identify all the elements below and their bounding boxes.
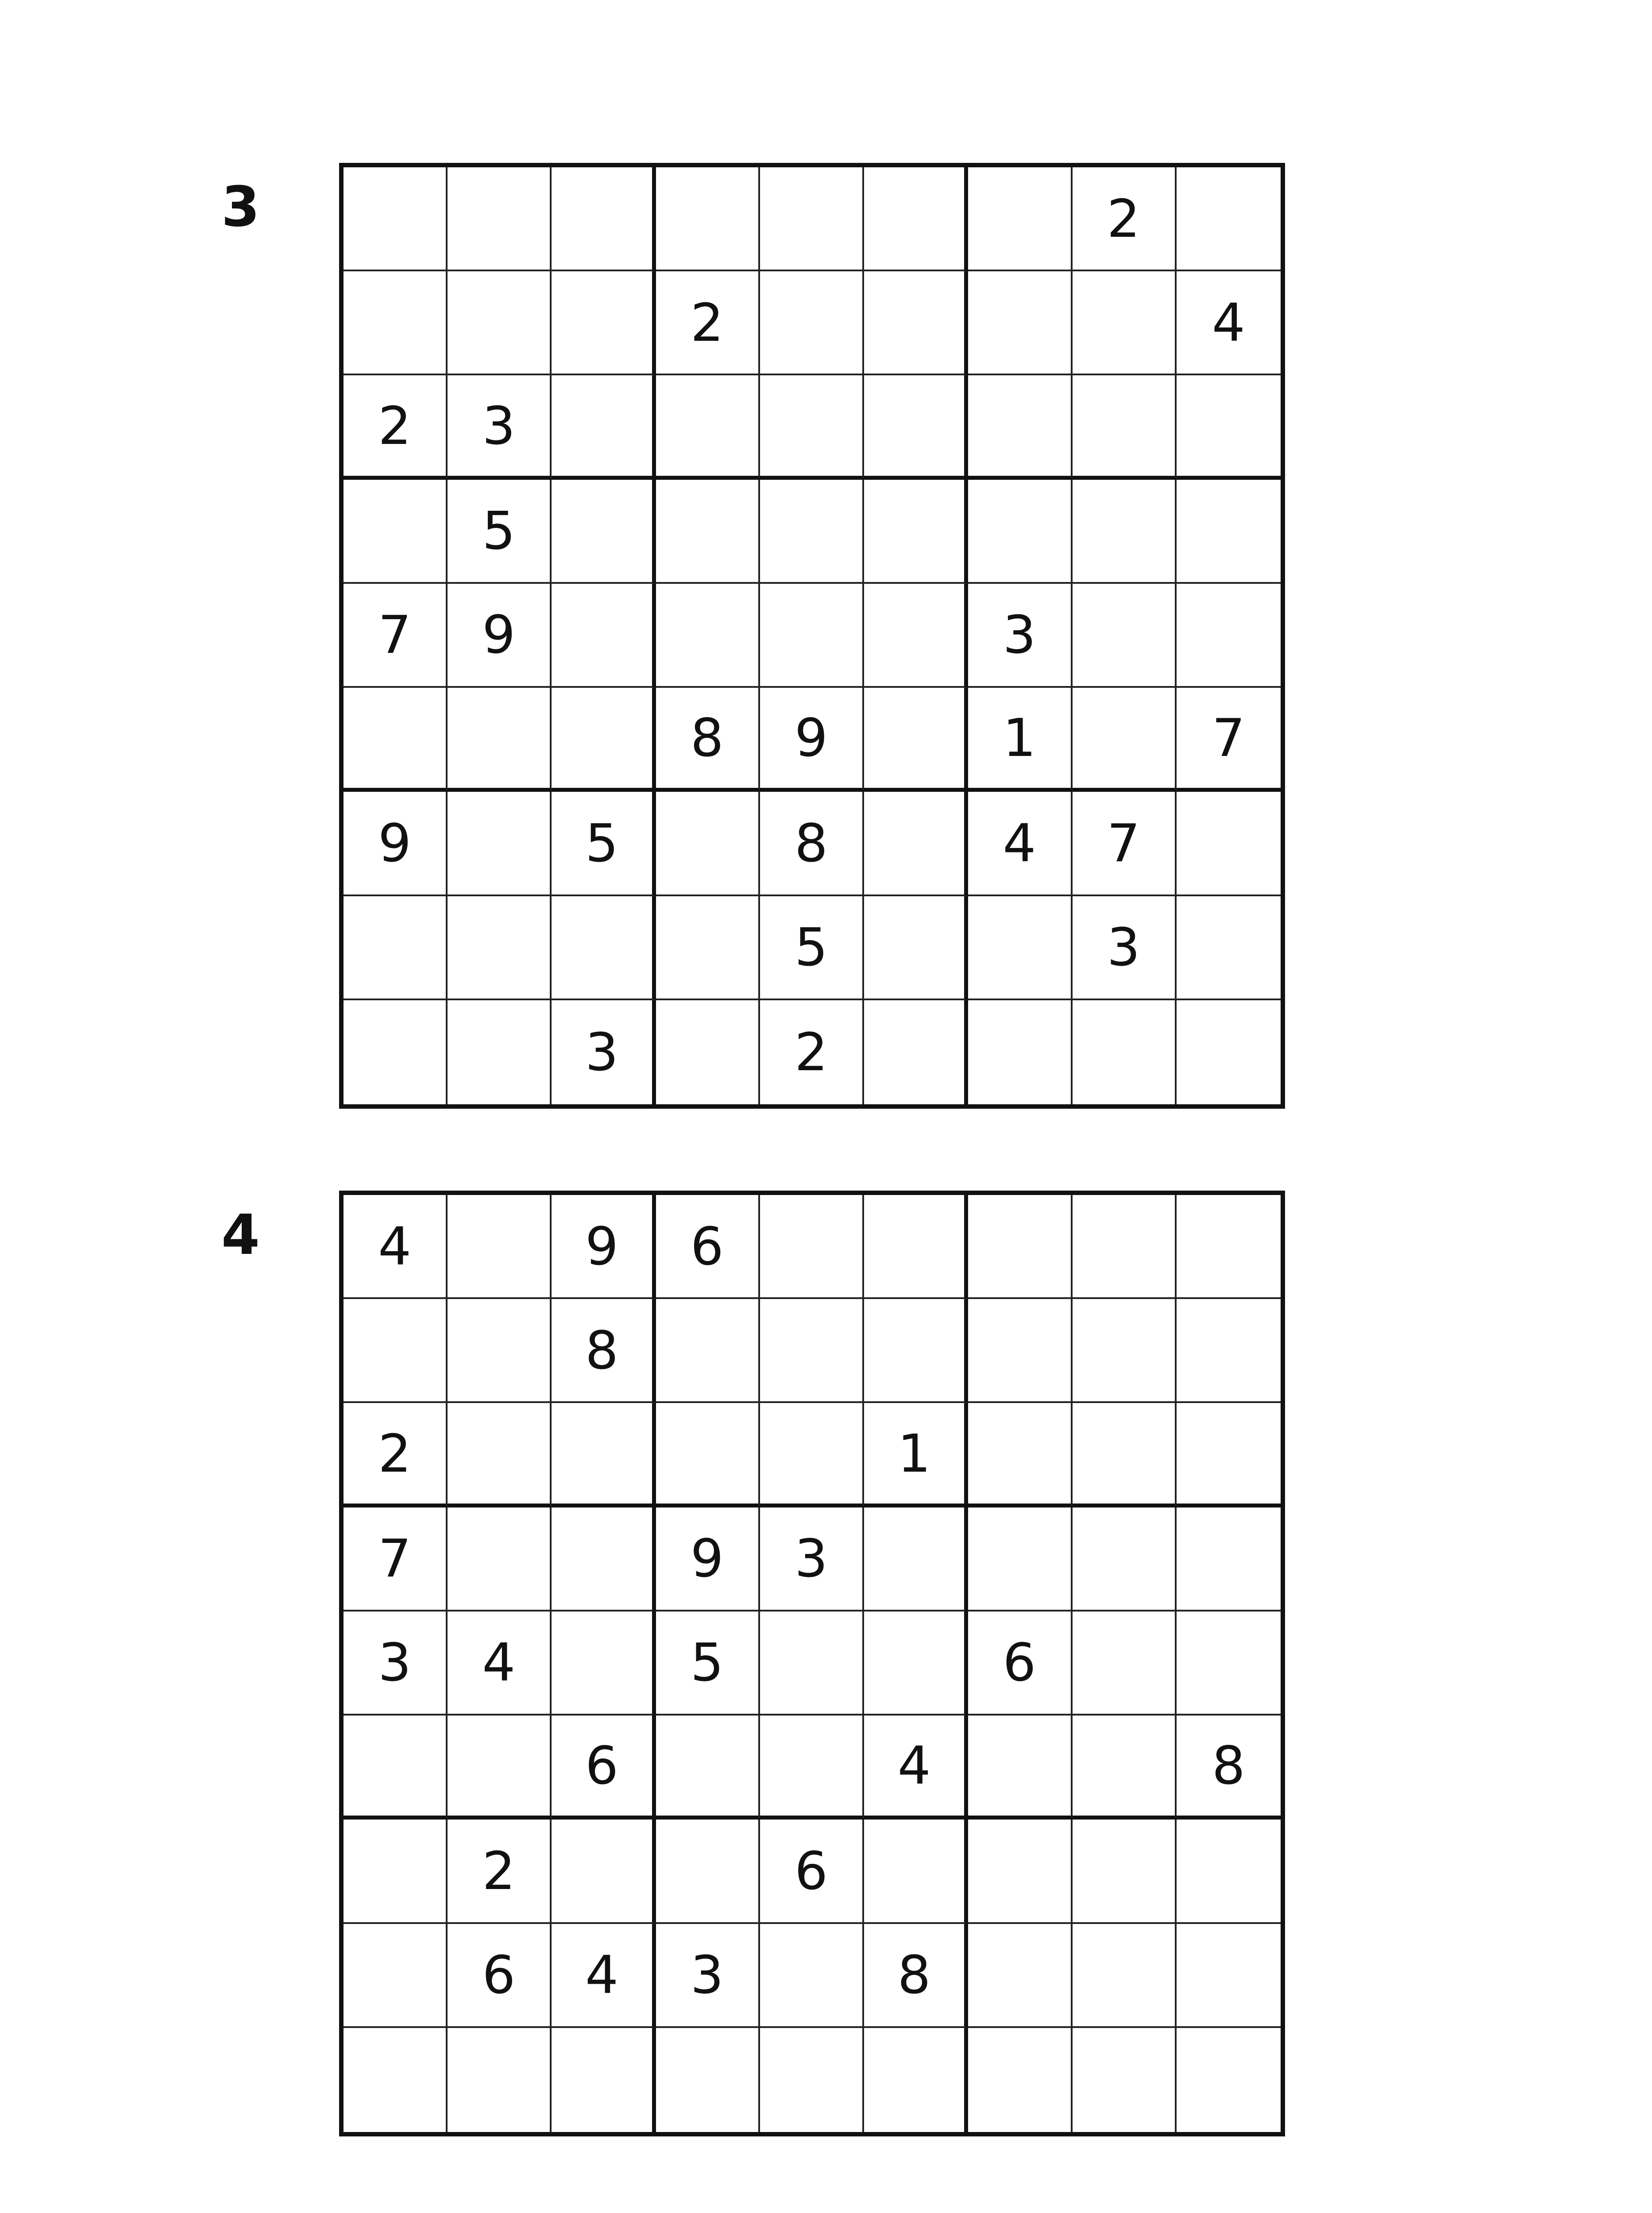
sudoku-cell[interactable]: 3	[552, 1000, 656, 1104]
sudoku-cell[interactable]	[1073, 1612, 1177, 1716]
sudoku-cell[interactable]: 8	[1177, 1716, 1281, 1820]
sudoku-cell[interactable]	[552, 167, 656, 271]
sudoku-cell[interactable]	[344, 896, 448, 1000]
sudoku-cell[interactable]	[448, 1403, 552, 1507]
sudoku-cell[interactable]	[1073, 1716, 1177, 1820]
sudoku-cell[interactable]: 5	[448, 480, 552, 584]
sudoku-cell[interactable]	[344, 1820, 448, 1924]
sudoku-cell[interactable]	[760, 480, 864, 584]
sudoku-cell[interactable]	[552, 375, 656, 479]
sudoku-cell[interactable]	[552, 584, 656, 688]
sudoku-cell[interactable]	[656, 792, 760, 896]
sudoku-cell[interactable]	[968, 1195, 1072, 1299]
sudoku-cell[interactable]	[1177, 1195, 1281, 1299]
sudoku-cell[interactable]	[1177, 1924, 1281, 2028]
sudoku-cell[interactable]	[552, 480, 656, 584]
sudoku-cell[interactable]	[344, 1716, 448, 1820]
sudoku-cell[interactable]	[448, 1299, 552, 1403]
sudoku-cell[interactable]: 4	[968, 792, 1072, 896]
sudoku-cell[interactable]: 2	[656, 271, 760, 375]
sudoku-cell[interactable]: 2	[344, 375, 448, 479]
sudoku-cell[interactable]: 3	[1073, 896, 1177, 1000]
sudoku-cell[interactable]	[760, 1924, 864, 2028]
puzzle-number: 3	[221, 175, 260, 239]
sudoku-cell[interactable]	[864, 1195, 968, 1299]
sudoku-cell[interactable]: 6	[552, 1716, 656, 1820]
sudoku-cell[interactable]	[968, 375, 1072, 479]
sudoku-cell[interactable]	[552, 896, 656, 1000]
sudoku-cell[interactable]	[760, 1299, 864, 1403]
sudoku-cell[interactable]: 7	[344, 1507, 448, 1612]
sudoku-cell[interactable]: 2	[448, 1820, 552, 1924]
sudoku-cell[interactable]	[656, 167, 760, 271]
sudoku-cell[interactable]: 3	[968, 584, 1072, 688]
sudoku-cell[interactable]: 4	[552, 1924, 656, 2028]
sudoku-cell[interactable]	[344, 1924, 448, 2028]
sudoku-cell[interactable]	[760, 167, 864, 271]
sudoku-cell[interactable]	[864, 1820, 968, 1924]
sudoku-cell[interactable]	[968, 1000, 1072, 1104]
sudoku-cell[interactable]	[656, 1299, 760, 1403]
sudoku-cell[interactable]	[656, 584, 760, 688]
sudoku-cell[interactable]	[864, 1299, 968, 1403]
sudoku-cell[interactable]	[1073, 375, 1177, 479]
sudoku-cell[interactable]	[1177, 375, 1281, 479]
sudoku-cell[interactable]	[864, 792, 968, 896]
sudoku-cell[interactable]	[552, 1612, 656, 1716]
sudoku-cell[interactable]	[864, 375, 968, 479]
sudoku-cell[interactable]	[448, 1716, 552, 1820]
sudoku-cell[interactable]	[448, 271, 552, 375]
sudoku-cell[interactable]	[1177, 1507, 1281, 1612]
sudoku-cell[interactable]: 8	[552, 1299, 656, 1403]
sudoku-cell[interactable]	[1177, 1612, 1281, 1716]
sudoku-cell[interactable]	[968, 896, 1072, 1000]
sudoku-cell[interactable]	[552, 1820, 656, 1924]
sudoku-cell[interactable]	[448, 688, 552, 792]
sudoku-cell[interactable]	[448, 792, 552, 896]
sudoku-cell[interactable]	[344, 2028, 448, 2132]
sudoku-cell[interactable]: 5	[656, 1612, 760, 1716]
sudoku-cell[interactable]	[1177, 2028, 1281, 2132]
sudoku-cell[interactable]: 1	[968, 688, 1072, 792]
sudoku-cell[interactable]	[448, 896, 552, 1000]
sudoku-cell[interactable]	[864, 2028, 968, 2132]
sudoku-cell[interactable]	[760, 2028, 864, 2132]
sudoku-cell[interactable]	[968, 1924, 1072, 2028]
sudoku-cell[interactable]	[968, 1507, 1072, 1612]
sudoku-cell[interactable]	[344, 480, 448, 584]
sudoku-cell[interactable]	[448, 167, 552, 271]
sudoku-cell[interactable]	[968, 1716, 1072, 1820]
sudoku-cell[interactable]	[656, 375, 760, 479]
sudoku-cell[interactable]	[864, 1612, 968, 1716]
sudoku-cell[interactable]	[552, 271, 656, 375]
sudoku-cell[interactable]	[448, 1195, 552, 1299]
sudoku-cell[interactable]	[760, 1716, 864, 1820]
sudoku-cell[interactable]	[1177, 896, 1281, 1000]
sudoku-cell[interactable]	[552, 1507, 656, 1612]
sudoku-cell[interactable]: 3	[344, 1612, 448, 1716]
sudoku-cell[interactable]	[1073, 584, 1177, 688]
sudoku-cell[interactable]	[864, 688, 968, 792]
sudoku-cell[interactable]	[864, 584, 968, 688]
sudoku-cell[interactable]	[552, 688, 656, 792]
sudoku-cell[interactable]	[1073, 480, 1177, 584]
sudoku-cell[interactable]	[968, 167, 1072, 271]
sudoku-cell[interactable]	[1177, 480, 1281, 584]
sudoku-cell[interactable]	[1177, 167, 1281, 271]
sudoku-cell[interactable]: 6	[656, 1195, 760, 1299]
sudoku-cell[interactable]	[1073, 1924, 1177, 2028]
sudoku-cell[interactable]: 7	[1177, 688, 1281, 792]
sudoku-cell[interactable]: 7	[1073, 792, 1177, 896]
sudoku-cell[interactable]	[968, 1299, 1072, 1403]
sudoku-cell[interactable]: 3	[656, 1924, 760, 2028]
sudoku-cell[interactable]	[760, 1403, 864, 1507]
sudoku-cell[interactable]	[968, 1820, 1072, 1924]
sudoku-cell[interactable]: 7	[344, 584, 448, 688]
sudoku-cell[interactable]	[656, 1403, 760, 1507]
sudoku-cell[interactable]: 5	[552, 792, 656, 896]
sudoku-cell[interactable]	[344, 1299, 448, 1403]
sudoku-cell[interactable]	[1073, 688, 1177, 792]
sudoku-cell[interactable]	[1177, 792, 1281, 896]
sudoku-grid	[339, 1191, 1285, 2136]
sudoku-cell[interactable]	[1177, 1403, 1281, 1507]
sudoku-cell[interactable]	[760, 584, 864, 688]
sudoku-cell[interactable]	[760, 271, 864, 375]
sudoku-cell[interactable]	[864, 167, 968, 271]
sudoku-cell[interactable]	[656, 480, 760, 584]
sudoku-cell[interactable]	[344, 167, 448, 271]
sudoku-cell[interactable]	[448, 1507, 552, 1612]
sudoku-cell[interactable]	[864, 1000, 968, 1104]
sudoku-cell[interactable]	[1073, 1403, 1177, 1507]
sudoku-cell[interactable]: 9	[344, 792, 448, 896]
sudoku-cell[interactable]: 6	[760, 1820, 864, 1924]
sudoku-cell[interactable]	[1073, 1195, 1177, 1299]
sudoku-cell[interactable]: 2	[344, 1403, 448, 1507]
sudoku-cell[interactable]	[344, 271, 448, 375]
sudoku-cell[interactable]: 9	[760, 688, 864, 792]
sudoku-cell[interactable]	[760, 1195, 864, 1299]
puzzle-number: 4	[221, 1203, 260, 1267]
sudoku-cell[interactable]	[344, 688, 448, 792]
sudoku-cell[interactable]	[656, 896, 760, 1000]
sudoku-cell[interactable]: 3	[760, 1507, 864, 1612]
sudoku-cell[interactable]	[1177, 1820, 1281, 1924]
sudoku-cell[interactable]	[344, 1000, 448, 1104]
sudoku-cell[interactable]	[760, 375, 864, 479]
sudoku-cell[interactable]	[1177, 1000, 1281, 1104]
sudoku-cell[interactable]: 1	[864, 1403, 968, 1507]
sudoku-cell[interactable]: 2	[760, 1000, 864, 1104]
sudoku-cell[interactable]: 6	[448, 1924, 552, 2028]
sudoku-cell[interactable]	[1073, 2028, 1177, 2132]
sudoku-cell[interactable]	[656, 2028, 760, 2132]
sudoku-cell[interactable]	[1073, 1000, 1177, 1104]
sudoku-cell[interactable]	[864, 896, 968, 1000]
sudoku-cell[interactable]	[656, 1820, 760, 1924]
sudoku-cell[interactable]	[1177, 1299, 1281, 1403]
sudoku-cell[interactable]: 8	[760, 792, 864, 896]
sudoku-cell[interactable]	[968, 2028, 1072, 2132]
sudoku-cell[interactable]	[864, 480, 968, 584]
sudoku-cell[interactable]	[1073, 1507, 1177, 1612]
sudoku-cell[interactable]: 9	[552, 1195, 656, 1299]
sudoku-cell[interactable]: 5	[760, 896, 864, 1000]
sudoku-cell[interactable]: 8	[656, 688, 760, 792]
sudoku-cell[interactable]: 2	[1073, 167, 1177, 271]
sudoku-cell[interactable]	[760, 1612, 864, 1716]
sudoku-cell[interactable]	[968, 1403, 1072, 1507]
sudoku-cell[interactable]: 4	[448, 1612, 552, 1716]
sudoku-cell[interactable]: 8	[864, 1924, 968, 2028]
sudoku-cell[interactable]	[448, 1000, 552, 1104]
sudoku-cell[interactable]	[448, 2028, 552, 2132]
sudoku-cell[interactable]	[864, 271, 968, 375]
sudoku-cell[interactable]: 3	[448, 375, 552, 479]
sudoku-cell[interactable]	[864, 1507, 968, 1612]
sudoku-cell[interactable]: 4	[864, 1716, 968, 1820]
sudoku-cell[interactable]: 4	[344, 1195, 448, 1299]
sudoku-cell[interactable]: 9	[448, 584, 552, 688]
sudoku-cell[interactable]	[552, 1403, 656, 1507]
sudoku-cell[interactable]: 4	[1177, 271, 1281, 375]
sudoku-cell[interactable]	[1073, 1299, 1177, 1403]
sudoku-cell[interactable]	[968, 271, 1072, 375]
sudoku-grid	[339, 163, 1285, 1109]
sudoku-cell[interactable]	[656, 1000, 760, 1104]
sudoku-cell[interactable]	[656, 1716, 760, 1820]
sudoku-cell[interactable]	[968, 480, 1072, 584]
sudoku-cell[interactable]	[1073, 271, 1177, 375]
sudoku-cell[interactable]	[552, 2028, 656, 2132]
sudoku-cell[interactable]: 9	[656, 1507, 760, 1612]
sudoku-cell[interactable]	[1177, 584, 1281, 688]
sudoku-cell[interactable]: 6	[968, 1612, 1072, 1716]
sudoku-cell[interactable]	[1073, 1820, 1177, 1924]
